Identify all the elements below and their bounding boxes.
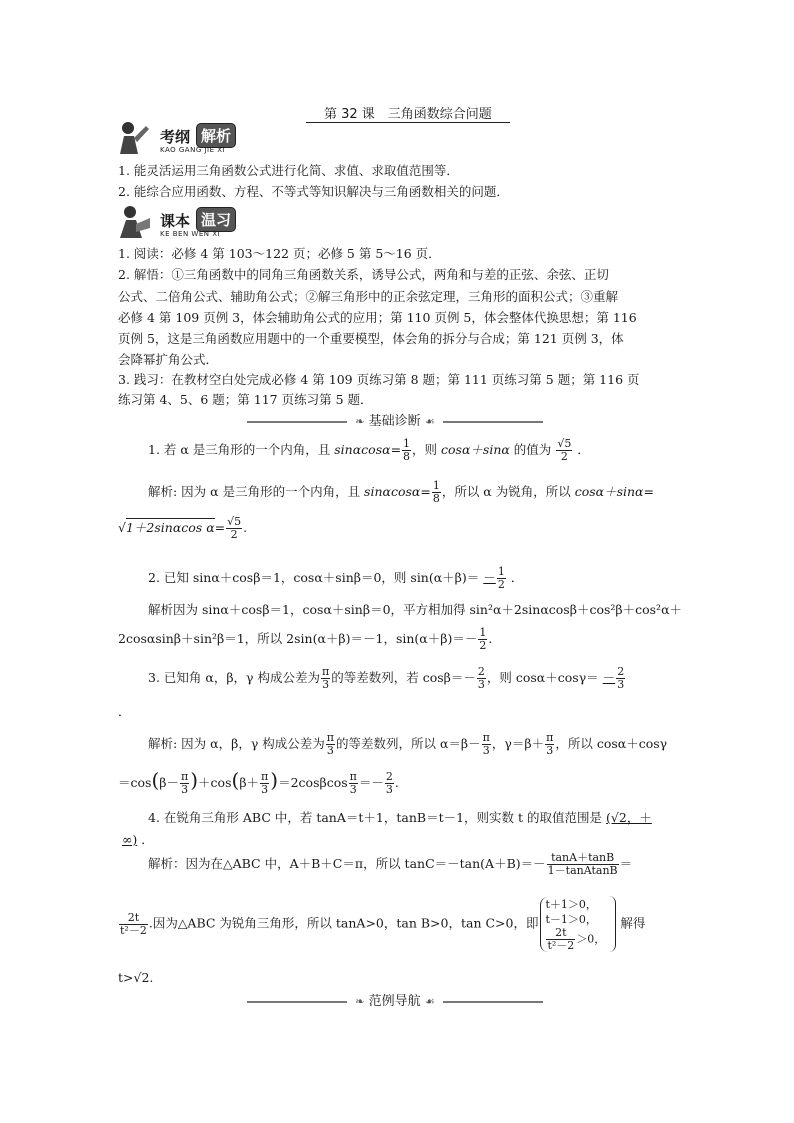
banner-pinyin: KAO GANG JIE XI	[160, 146, 226, 154]
problem-2: 2. 已知 sinα＋cosβ＝1，cosα＋sinβ＝0，则 sin(α＋β)＝ － $\frac{1}{2}$ ．	[148, 565, 524, 591]
page-title: 第 32 课 三角函数综合问题	[306, 103, 510, 123]
problem-3-end: ．	[118, 704, 131, 719]
section-banner-review	[116, 204, 316, 240]
section-title: 基础诊断	[368, 414, 421, 429]
divider	[443, 421, 543, 423]
problem-3: 3. 已知角 α，β，γ 构成公差为 $\frac{\pi}{3}$ 的等差数列，若 cosβ＝－ $\frac{2}{3}$ ，则 cosα＋cosγ＝ － $\frac{2}{3}$	[148, 666, 630, 691]
review-line: 2. 解悟：①三角函数中的同角三角函数关系，诱导公式，两角和与差的正弦、余弦、正切	[118, 267, 609, 282]
review-line: 1. 阅读：必修 4 第 103～122 页；必修 5 第 5～16 页．	[118, 246, 441, 261]
solution-4-line-3: t>√2.	[118, 970, 154, 985]
problem-1: 1. 若 α 是三角形的一个内角，且 sinαcosα= $\frac{1}{8}$ ，则 cosα＋sinα 的值为 $\frac{√5}{2}$ ．	[148, 437, 590, 463]
section-title: 范例导航	[368, 994, 421, 1009]
outline-line: 1. 能灵活运用三角函数公式进行化简、求值、求取值范围等．	[118, 163, 459, 178]
reading-figure-icon	[116, 204, 154, 240]
solution-2-line-1: 解析因为 sinα＋cosβ＝1，cosα＋sinβ＝0，平方相加得 sin²α＋2sinαcosβ＋cos²β＋cos²α＋	[148, 602, 683, 617]
solution-2-line-2: 2cosαsinβ＋sin²β＝1，所以 2sin(α＋β)＝－1，sin(α＋β)＝－ $\frac{1}{2}$ .	[118, 626, 493, 652]
banner-label-1: 考纲	[160, 128, 191, 146]
banner-label-1: 课本	[160, 212, 191, 230]
divider	[247, 421, 347, 423]
review-line: 会降幂扩角公式．	[118, 352, 219, 367]
review-line: 练习第 4、5、6 题；第 117 页练习第 5 题．	[118, 392, 373, 407]
review-line: 3. 践习：在教材空白处完成必修 4 第 109 页练习第 8 题；第 111 页练习第 5 题；第 116 页	[118, 372, 640, 387]
inequality-system: t＋1＞0， t－1＞0， $\frac{2t}{\text{t²－2}}$ ＞0，	[540, 897, 609, 952]
problem-4: 4. 在锐角三角形 ABC 中，若 tanA＝t＋1，tanB＝t－1，则实数 t 的取值范围是 (√2，＋	[148, 808, 656, 826]
ornament-icon: ❧	[355, 995, 365, 1008]
ornament-icon: ☙	[424, 415, 435, 428]
answer-blank: (√2，＋	[606, 810, 652, 825]
review-line: 公式、二倍角公式、辅助角公式；②解三角形中的正余弦定理，三角形的面积公式；③重解	[118, 289, 619, 304]
ornament-icon: ☙	[424, 995, 435, 1008]
student-figure-icon	[116, 120, 154, 156]
section-banner-outline	[116, 120, 316, 156]
banner-pinyin: KE BEN WEN XI	[160, 230, 221, 238]
solution-1-line-1: 解析: 因为 α 是三角形的一个内角，且 sinαcosα= $\frac{1}{8}$ ，所以 α 为锐角，所以 cosα＋sinα=	[148, 479, 654, 505]
answer-blank: － $\frac{2}{3}$	[602, 665, 625, 691]
banner-label-2: 解析	[196, 123, 236, 148]
divider	[247, 1001, 347, 1003]
outline-line: 2. 能综合应用函数、方程、不等式等知识解决与三角函数相关的问题．	[118, 184, 509, 199]
section-header-examples	[230, 990, 560, 1009]
answer-blank: $\frac{√5}{2}$	[557, 437, 572, 463]
solution-3-line-2: ＝cos(β－ $\frac{\pi}{3}$ )＋cos(β＋ $\frac{\pi}{3}$ )＝2cosβcos $\frac{\pi}{3}$ ＝－ $\frac{2}{3}$ .	[118, 768, 399, 796]
solution-4-line-1: 解析：因为在△ABC 中，A＋B＋C＝π，所以 tanC＝－tan(A＋B)＝－ $\frac{\tan A+\tan B}{\text{1－tanAtanB}}$ ＝	[148, 851, 633, 877]
solution-3-line-1: 解析: 因为 α，β，γ 构成公差为 $\frac{\pi}{3}$ 的等差数列，所以 α＝β－ $\frac{\pi}{3}$ ，γ＝β＋ $\frac{\pi}{3}$ ，所以 cosα＋cosγ	[148, 731, 668, 757]
section-header-basic	[230, 410, 560, 429]
ornament-icon: ❧	[355, 415, 365, 428]
review-line: 必修 4 第 109 页例 3，体会辅助角公式的应用；第 110 页例 5，体会整体代换思想；第 116	[118, 310, 637, 325]
review-line: 页例 5，这是三角函数应用题中的一个重要模型，体会角的拆分与合成；第 121 页例 3，体	[118, 331, 624, 346]
problem-4-end: ∞) ．	[122, 832, 154, 847]
divider	[443, 1001, 543, 1003]
solution-1-line-2: √1＋2sinαcos α= $\frac{√5}{2}$ .	[118, 515, 248, 541]
banner-label-2: 温习	[196, 207, 236, 232]
answer-blank: － $\frac{1}{2}$	[483, 565, 505, 591]
solution-4-line-2: $\frac{2t}{\text{t²－2}}$ .因为△ABC 为锐角三角形，所以 tanA>0，tan B>0，tan C>0，即 t＋1＞0， t－1＞0， $\frac{2t}{\text{t²－2}}$ ＞0， 解得	[120, 897, 646, 952]
